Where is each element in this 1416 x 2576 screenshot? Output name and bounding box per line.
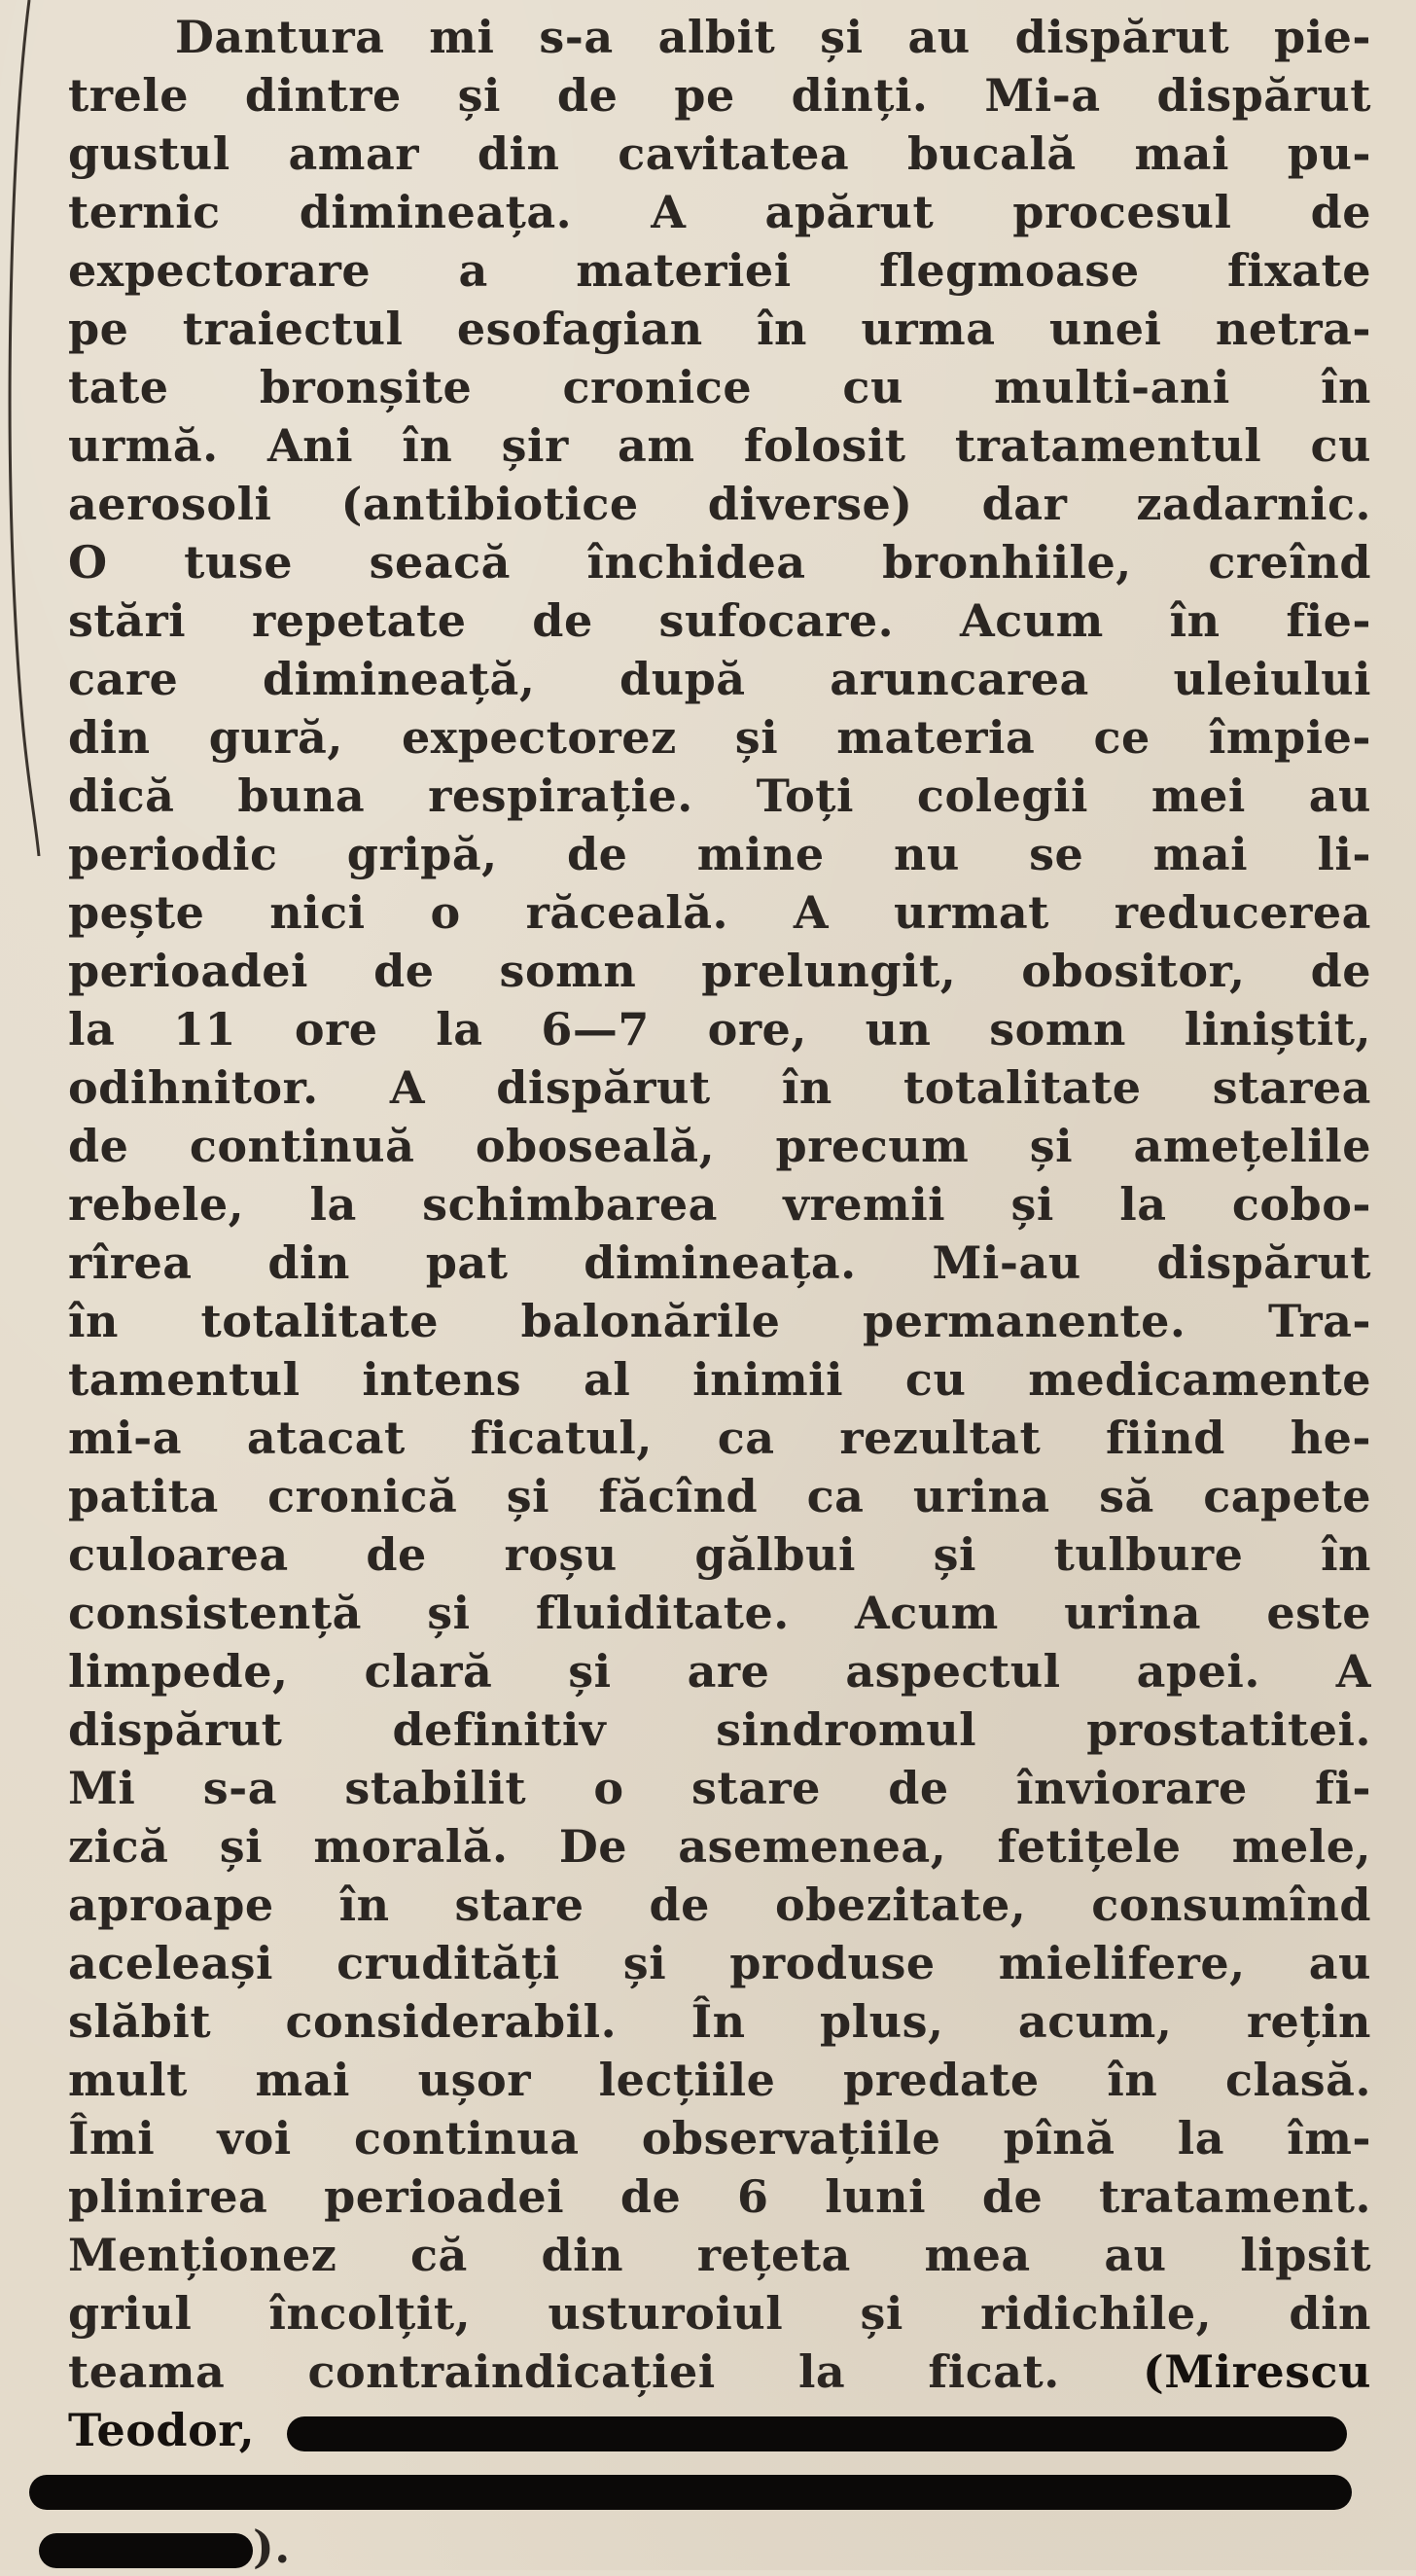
article-line: odihnitor. A dispărut în totalitate starea [68, 1061, 1371, 1114]
article-line: Menționez că din rețeta mea au lipsit [68, 2229, 1371, 2281]
article-line: trele dintre și de pe dinți. Mi-a dispărut [68, 69, 1371, 122]
article-line: care dimineață, după aruncarea uleiului [68, 653, 1371, 705]
article-line: Mi s-a stabilit o stare de înviorare fi- [68, 1762, 1371, 1814]
article-line: rîrea din pat dimineața. Mi-au dispărut [68, 1236, 1371, 1289]
article-line: aproape în stare de obezitate, consumînd [68, 1878, 1371, 1931]
article-line: plinirea perioadei de 6 luni de tratament. [68, 2170, 1371, 2223]
redaction-bar [287, 2416, 1347, 2451]
article-line: patita cronică și făcînd ca urina să capete [68, 1470, 1371, 1522]
author-first-name: Teodor, [68, 2404, 256, 2456]
article-body [68, 8, 1371, 2576]
article-line: griul încolțit, usturoiul și ridichile, din [68, 2287, 1371, 2340]
article-line: dispărut definitiv sindromul prostatitei. [68, 1703, 1371, 1756]
article-line: ternic dimineața. A apărut procesul de [68, 186, 1371, 238]
closing-punctuation: ). [253, 2521, 291, 2573]
article-line: de continuă oboseală, precum și amețelile [68, 1120, 1371, 1172]
article-line-signature-start [68, 2343, 1371, 2401]
article-line: O tuse seacă închidea bronhiile, creînd [68, 536, 1371, 589]
article-line: la 11 ore la 6—7 ore, un somn liniștit, [68, 1003, 1371, 1055]
article-line: dică buna respirație. Toți colegii mei au [68, 769, 1371, 822]
article-line: Dantura mi s-a albit și au dispărut pie- [175, 11, 1371, 63]
article-closing-text: teama contraindicației la ficat. [68, 2345, 1060, 2398]
article-line: zică și morală. De asemenea, fetițele mele, [68, 1820, 1371, 1873]
article-line: tate bronșite cronice cu multi-ani în [68, 361, 1371, 413]
fold-crease-line [0, 0, 58, 856]
article-line: culoarea de roșu gălbui și tulbure în [68, 1528, 1371, 1581]
article-line: stări repetate de sufocare. Acum în fie- [68, 594, 1371, 647]
article-line: în totalitate balonările permanente. Tra- [68, 1295, 1371, 1347]
article-line: consistență și fluiditate. Acum urina este [68, 1587, 1371, 1639]
article-line: din gură, expectorez și materia ce împie- [68, 711, 1371, 764]
article-line: aerosoli (antibiotice diverse) dar zadarnic. [68, 478, 1371, 530]
article-line: mi-a atacat ficatul, ca rezultat fiind he- [68, 1412, 1371, 1464]
article-line: Îmi voi continua observațiile pînă la îm- [68, 2112, 1371, 2165]
article-line-redacted [68, 2459, 1371, 2518]
article-line: slăbit considerabil. În plus, acum, rețin [68, 1995, 1371, 2048]
article-line: gustul amar din cavitatea bucală mai pu- [68, 127, 1371, 180]
article-line: mult mai ușor lecțiile predate în clasă. [68, 2054, 1371, 2106]
article-line: periodic gripă, de mine nu se mai li- [68, 828, 1371, 880]
article-line: rebele, la schimbarea vremii și la cobo- [68, 1178, 1371, 1231]
author-name-open: (Mirescu [1142, 2345, 1371, 2398]
article-line-redacted-end [68, 2518, 1371, 2576]
article-line: perioadei de somn prelungit, obositor, de [68, 945, 1371, 997]
article-line: pe traiectul esofagian în urma unei netra- [68, 303, 1371, 355]
article-line: tamentul intens al inimii cu medicamente [68, 1353, 1371, 1406]
article-line: limpede, clară și are aspectul apei. A [68, 1645, 1371, 1698]
redaction-bar [29, 2475, 1352, 2510]
redaction-bar [39, 2533, 253, 2568]
article-line: expectorare a materiei flegmoase fixate [68, 244, 1371, 297]
article-line: urmă. Ani în șir am folosit tratamentul cu [68, 419, 1371, 472]
article-line: aceleași crudități și produse mielifere, au [68, 1937, 1371, 1989]
article-line-signature [68, 2401, 1371, 2459]
article-line: pește nici o răceală. A urmat reducerea [68, 886, 1371, 939]
